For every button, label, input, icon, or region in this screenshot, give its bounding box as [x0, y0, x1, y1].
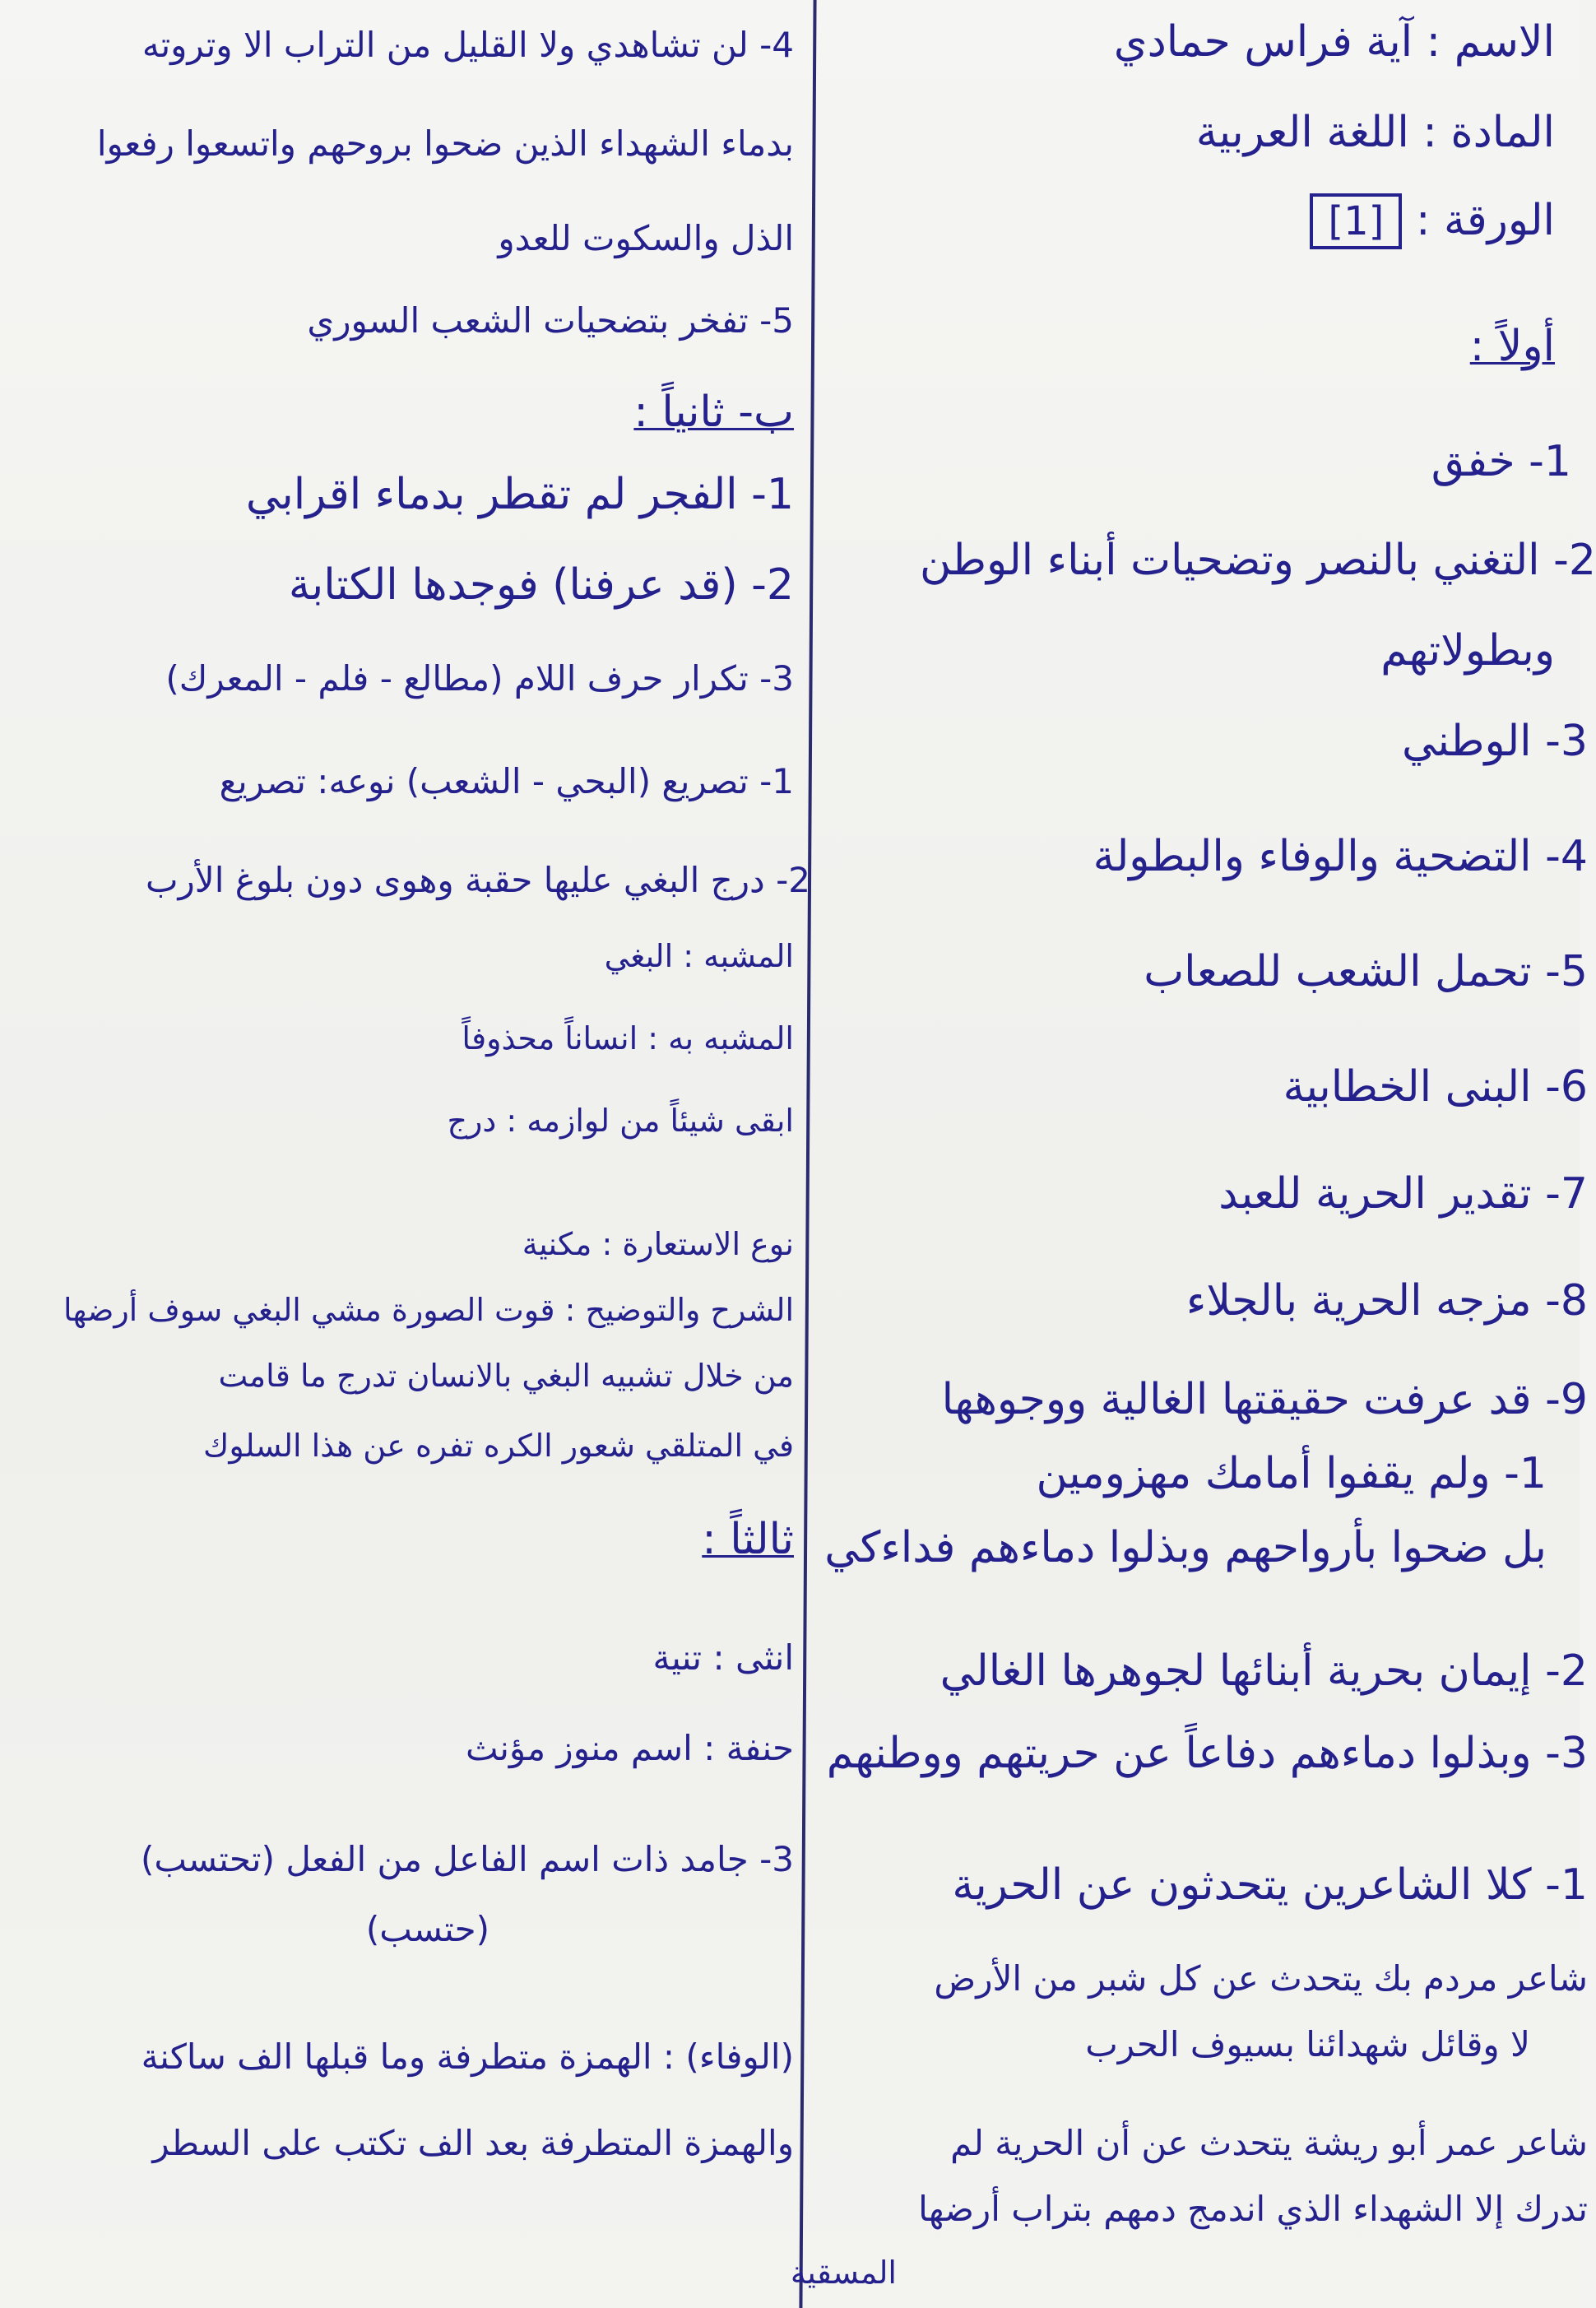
answer-line: 3- الوطني [1402, 717, 1588, 766]
answer-line: 1- كلا الشاعرين يتحدثون عن الحرية [952, 1860, 1588, 1910]
answer-line: بدماء الشهداء الذين ضحوا بروحهم واتسعوا رفعوا [96, 123, 794, 164]
answer-line: 3- جامد ذات اسم الفاعل من الفعل (تحتسب) [141, 1839, 794, 1879]
answer-line: المشبه به : انساناً محذوفاً [462, 1020, 794, 1056]
subject-line: المادة : اللغة العربية [1195, 108, 1555, 157]
section-heading-first: أولاً : [1469, 322, 1555, 371]
answer-line: انثى : تنية [652, 1637, 794, 1678]
answer-line: شاعر عمر أبو ريشة يتحدث عن أن الحرية لم [950, 2123, 1588, 2163]
answer-line: في المتلقي شعور الكره تفره عن هذا السلوك [203, 1428, 794, 1464]
answer-line: والهمزة المتطرفة بعد الف تكتب على السطر [152, 2123, 794, 2163]
answer-line: 5- تحمل الشعب للصعاب [1144, 947, 1588, 996]
answer-line: 5- تفخر بتضحيات الشعب السوري [307, 300, 794, 341]
answer-line: 1- خفق [1431, 437, 1571, 486]
answer-line: 2- درج البغي عليها حقبة وهوى دون بلوغ الأرب [145, 860, 810, 900]
right-column [790, 0, 1596, 2308]
answer-line: الذل والسكوت للعدو [498, 218, 794, 258]
answer-line: الشرح والتوضيح : قوت الصورة مشي البغي سوف أرضها [63, 1292, 794, 1328]
answer-line: 1- تصريع (البحي - الشعب) نوعه: تصريع [219, 761, 794, 801]
answer-line: حنفة : اسم منوز مؤنث [465, 1728, 794, 1768]
answer-line: المشبه : البغي [604, 938, 794, 974]
answer-line: 2- إيمان بحرية أبنائها لجوهرها الغالي [940, 1646, 1588, 1696]
answer-line: بل ضحوا بأرواحهم وبذلوا دماءهم فداءكي [824, 1523, 1547, 1572]
answer-line: 4- التضحية والوفاء والبطولة [1093, 832, 1588, 881]
answer-line: لا وقائل شهدائنا بسيوف الحرب [1085, 2024, 1530, 2064]
page-label: الورقة : [1415, 196, 1555, 245]
answer-line: 6- البنى الخطابية [1283, 1062, 1588, 1112]
answer-line: 7- تقدير الحرية للعبد [1218, 1169, 1588, 1219]
answer-line: 2- التغني بالنصر وتضحيات أبناء الوطن [919, 536, 1596, 585]
answer-line: 1- ولم يقفوا أمامك مهزومين [1036, 1449, 1547, 1498]
answer-line: 9- قد عرفت حقيقتها الغالية ووجوهها [941, 1375, 1588, 1424]
answer-line: وبطولاتهم [1380, 626, 1555, 676]
answer-line: ابقى شيئاً من لوازمه : درج [447, 1103, 794, 1139]
section-heading-third: ثالثاً : [702, 1515, 794, 1564]
answer-line: من خلال تشبيه البغي بالانسان تدرج ما قامت [218, 1358, 794, 1394]
answer-line: (حتسب) [365, 1909, 489, 1949]
answer-line: 3- تكرار حرف اللام (مطالع - فلم - المعرك) [165, 658, 794, 699]
answer-line: 1- الفجر لم تقطر بدماء اقرابي [245, 470, 794, 519]
section-heading-second: ب- ثانياً : [633, 388, 794, 437]
answer-line: 4- لن تشاهدي ولا القليل من التراب الا وتروته [142, 25, 794, 65]
answer-line: نوع الاستعارة : مكنية [522, 1226, 794, 1262]
answer-line: 3- وبذلوا دماءهم دفاعاً عن حريتهم ووطنهم [826, 1729, 1588, 1778]
answer-line: 8- مزجه الحرية بالجلاء [1185, 1276, 1588, 1326]
student-name-line: الاسم : آية فراس حمادي [1113, 17, 1555, 67]
page-line [1300, 193, 1555, 249]
answer-line: (الوفاء) : الهمزة متطرفة وما قبلها الف ساكنة [141, 2036, 794, 2077]
answer-line: شاعر مردم بك يتحدث عن كل شبر من الأرض [934, 1958, 1588, 1999]
answer-line: تدرك إلا الشهداء الذي اندمج دمهم بتراب أرضها [918, 2189, 1588, 2229]
page-number: [1] [1310, 193, 1402, 249]
answer-line: المسقية [790, 2255, 897, 2291]
answer-line: 2- (قد عرفنا) فوجدها الكتابة [288, 560, 794, 610]
